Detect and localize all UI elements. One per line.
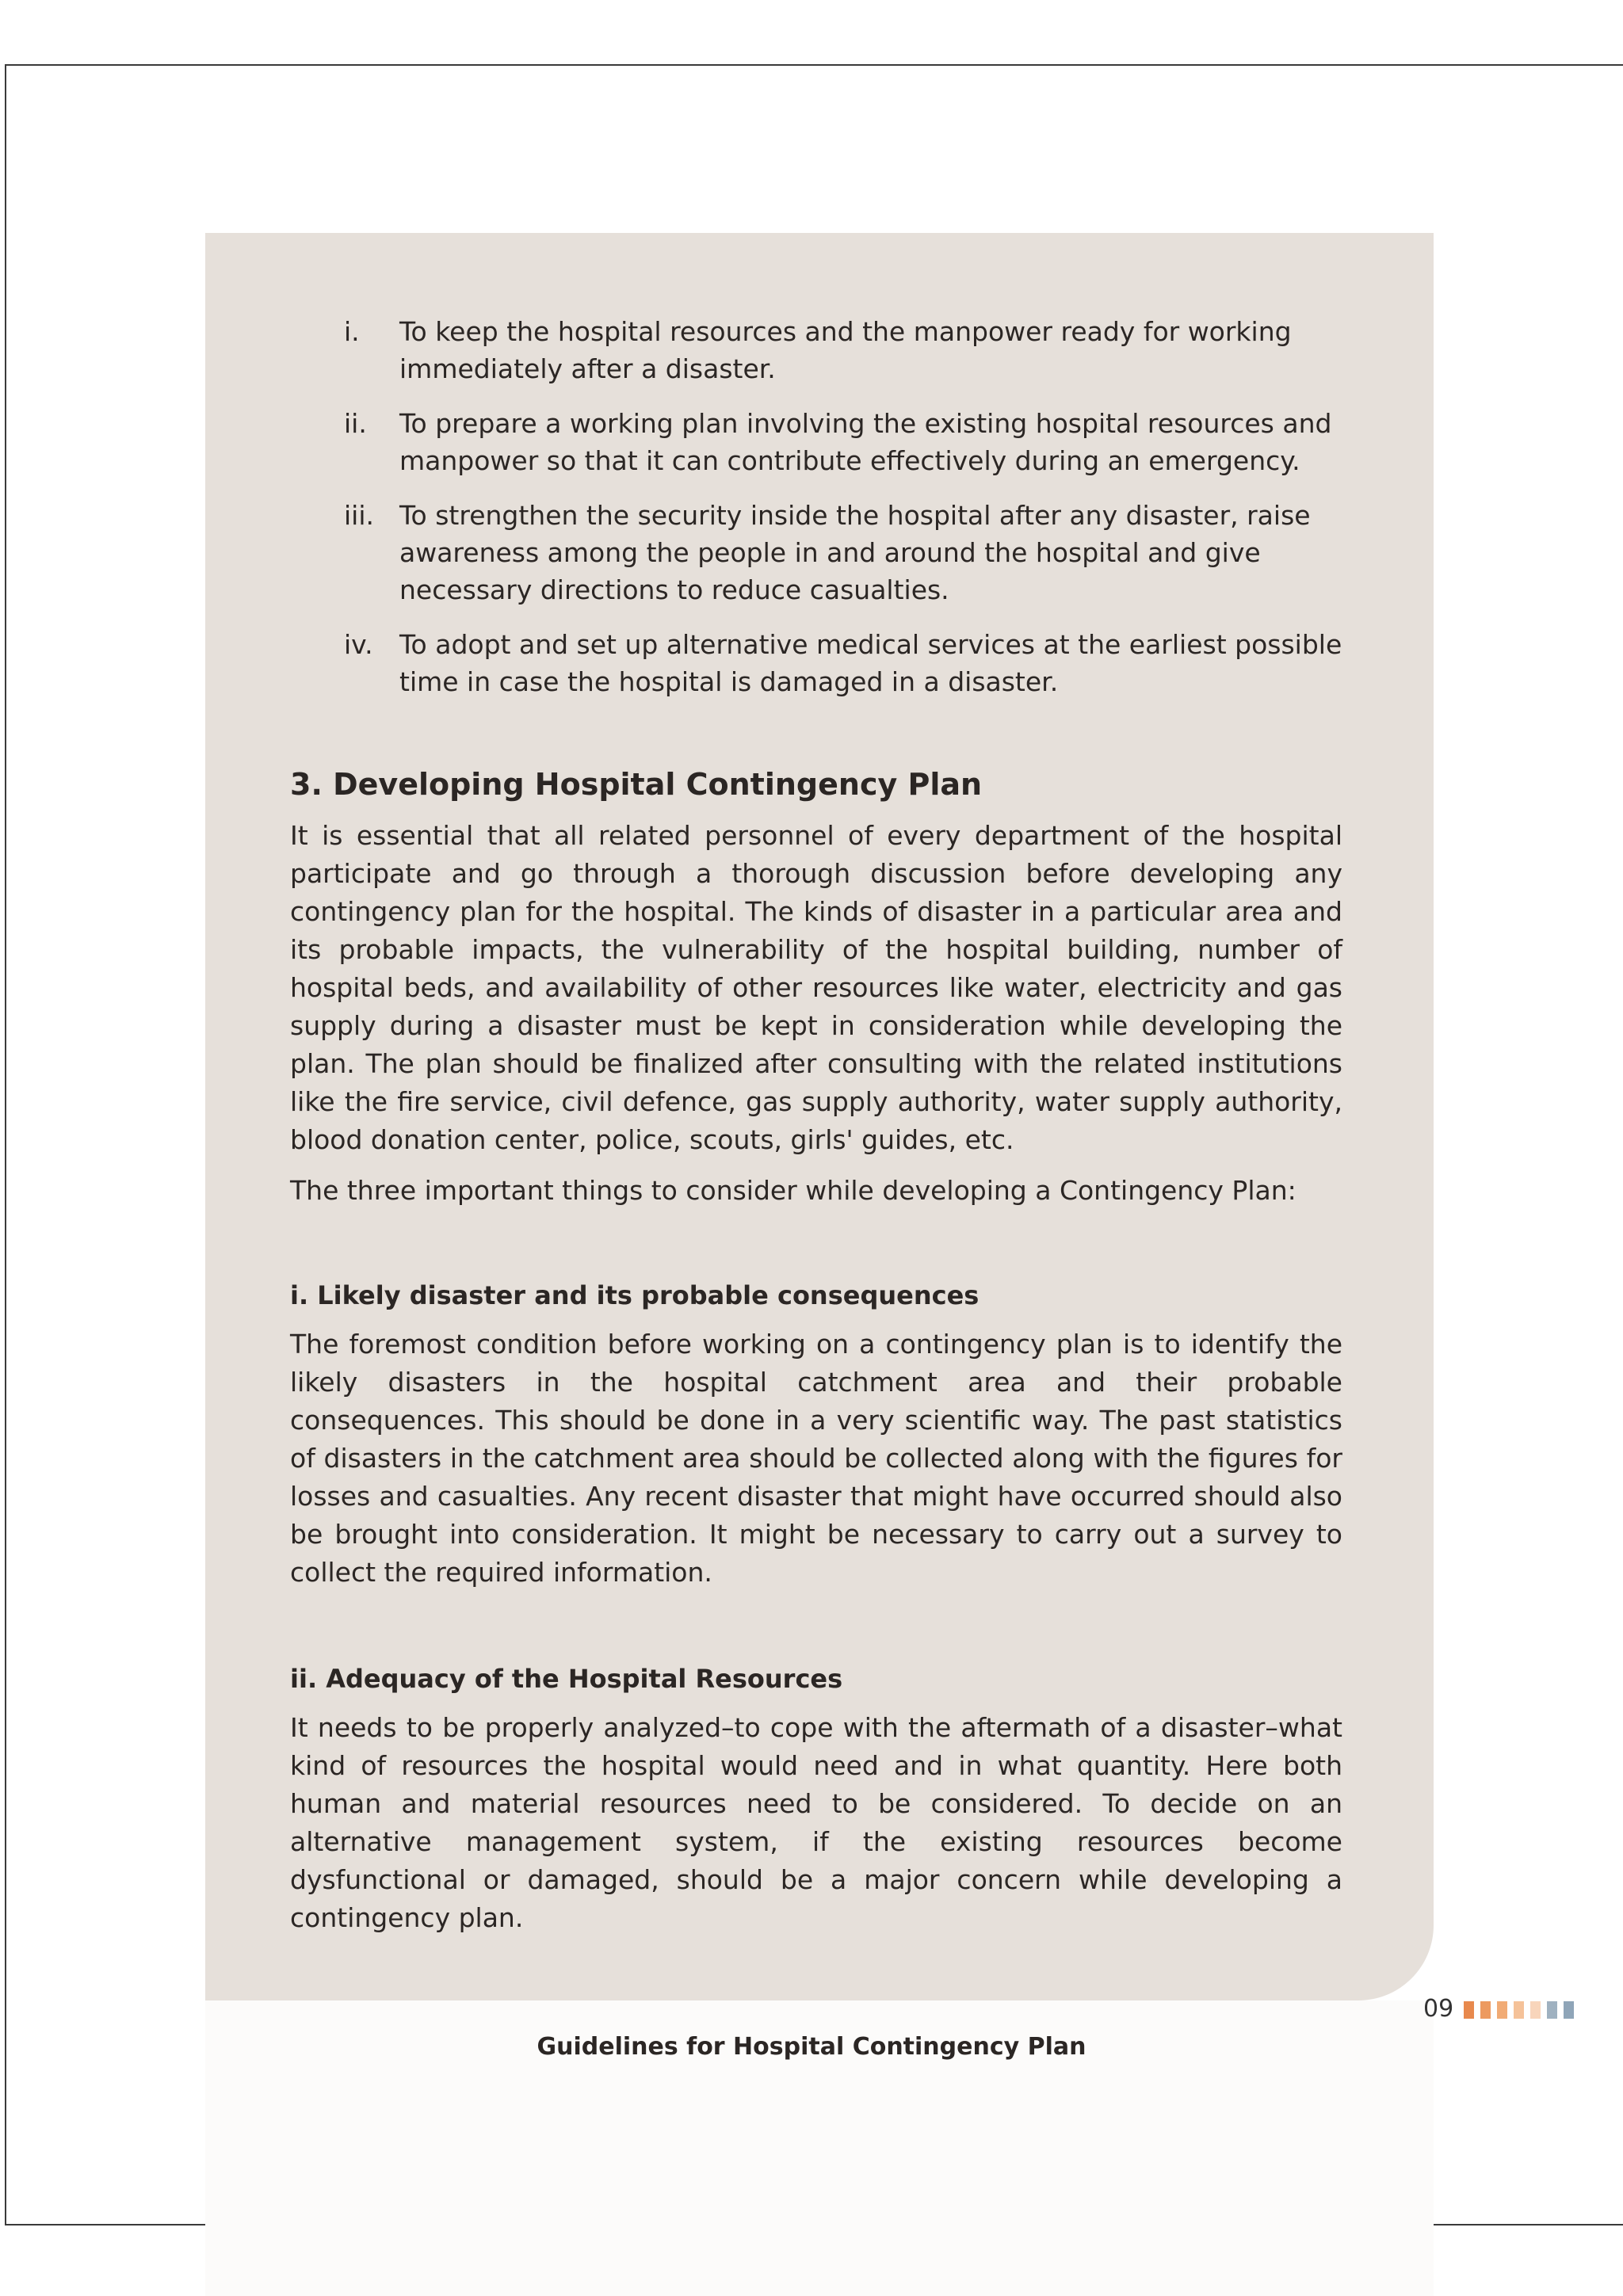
subsection-paragraph: The foremost condition before working on a contingency plan is to identify the likely disasters in the hospital catchment area and their probable consequences. This should be done in a very scientific way. The past statistics of disasters in the catchment area should be collected along with the figures for losses and casualties. Any recent disaster that might have occurred should also be brought into consideration. It might be necessary to carry out a survey to collect the required information.: [290, 1329, 1342, 1588]
color-block: [1547, 2001, 1557, 2019]
section-paragraph: It is essential that all related personnel of every department of the hospital participate and go through a thorough discussion before developing any contingency plan for the hospital. The kinds of disaster in a particular area and its probable impacts, the vulnerability of the hospital building, number of hospital beds, and availability of other resources like water, electricity and gas supply during a disaster must be kept in consideration while developing the plan. The plan should be finalized after consulting with the related institutions like the fire service, civil defence, gas supply authority, water supply authority, blood donation center, police, scouts, girls' guides, etc.: [290, 820, 1342, 1155]
list-item-text: To prepare a working plan involving the existing hospital resources and manpower so that it can contribute effectively during an emergency.: [399, 408, 1332, 476]
list-numeral: ii.: [344, 408, 367, 439]
list-numeral: iii.: [344, 500, 374, 531]
list-item: [339, 626, 1354, 700]
main-content: [290, 765, 1342, 1950]
color-block: [1564, 2001, 1574, 2019]
list-numeral: i.: [344, 316, 360, 347]
objectives-list: [339, 313, 1354, 718]
list-numeral: iv.: [344, 629, 373, 660]
subsection-heading: ii. Adequacy of the Hospital Resources: [290, 1664, 843, 1694]
section-intro-paragraph: The three important things to consider while developing a Contingency Plan:: [290, 1175, 1296, 1206]
color-block: [1464, 2001, 1474, 2019]
footer-title: Guidelines for Hospital Contingency Plan: [537, 2033, 1086, 2061]
list-item-text: To keep the hospital resources and the manpower ready for working immediately after a disaster.: [399, 316, 1292, 384]
spacer: [290, 1604, 1342, 1661]
color-block: [1530, 2001, 1541, 2019]
color-block: [1497, 2001, 1507, 2019]
list-item-text: To adopt and set up alternative medical services at the earliest possible time in case the hospital is damaged in a disaster.: [399, 629, 1342, 697]
section-heading: 3. Developing Hospital Contingency Plan: [290, 767, 983, 802]
color-block: [1514, 2001, 1524, 2019]
list-item: [339, 313, 1354, 387]
list-item: [339, 405, 1354, 479]
list-item: [339, 497, 1354, 608]
subsection-heading: i. Likely disaster and its probable consequences: [290, 1280, 980, 1310]
color-block: [1480, 2001, 1491, 2019]
page-number: 09: [1423, 1995, 1454, 2023]
spacer: [290, 1222, 1342, 1278]
subsection-paragraph: It needs to be properly analyzed–to cope with the aftermath of a disaster–what kind of resources the hospital would need and in what quantity. Here both human and material resources need to be considered. To decide on an alternative management system, if the existing resources become dysfunctional or damaged, should be a major concern while developing a contingency plan.: [290, 1712, 1342, 1933]
list-item-text: To strengthen the security inside the hospital after any disaster, raise awareness among the people in and around the hospital and give necessary directions to reduce casualties.: [399, 500, 1311, 605]
decorative-color-bar: [1464, 2001, 1574, 2019]
